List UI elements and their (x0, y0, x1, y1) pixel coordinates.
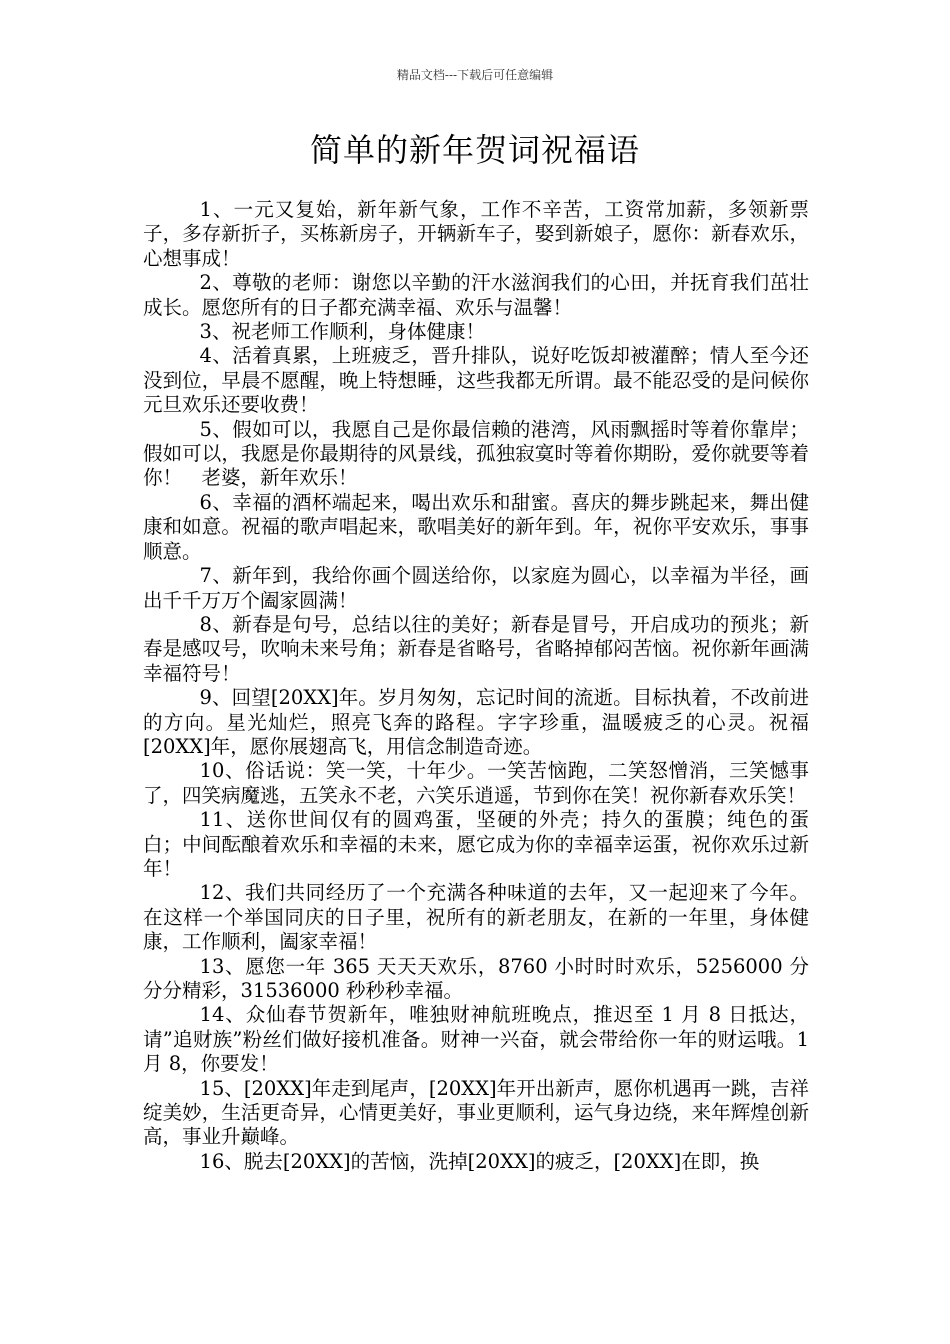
paragraph: 13、愿您一年 365 天天天欢乐，8760 小时时时欢乐，5256000 分分分精彩，31536000 秒秒秒幸福。 (143, 954, 809, 1002)
paragraph: 6、幸福的酒杯端起来，喝出欢乐和甜蜜。喜庆的舞步跳起来，舞出健康和如意。祝福的歌声唱起来，歌唱美好的新年到。年，祝你平安欢乐，事事顺意。 (143, 490, 809, 563)
paragraph: 16、脱去[20XX]的苦恼，洗掉[20XX]的疲乏，[20XX]在即，换 (199, 1149, 760, 1173)
paragraph: 3、祝老师工作顺利，身体健康！ (199, 320, 485, 344)
page-header: 精品文档---下载后可任意编辑 (396, 68, 554, 82)
paragraph: 4、活着真累，上班疲乏，晋升排队，说好吃饭却被灌醉；情人至今还没到位，早晨不愿醒，晚上特想睡，这些我都无所谓。最不能忍受的是问候你元旦欢乐还要收费！ (143, 344, 809, 417)
document-title: 简单的新年贺词祝福语 (309, 131, 640, 169)
document-body (143, 198, 809, 1174)
paragraph: 12、我们共同经历了一个充满各种味道的去年，又一起迎来了今年。在这样一个举国同庆的日子里，祝所有的新老朋友，在新的一年里，身体健康，工作顺利，阖家幸福！ (143, 881, 809, 954)
paragraph: 15、[20XX]年走到尾声，[20XX]年开出新声，愿你机遇再一跳，吉祥绽美妙，生活更奇异，心情更美好，事业更顺利，运气身边绕，来年辉煌创新高，事业升巅峰。 (143, 1076, 809, 1149)
paragraph: 5、假如可以，我愿自己是你最信赖的港湾，风雨飘摇时等着你靠岸；假如可以，我愿是你最期待的风景线，孤独寂寞时等着你期盼，爱你就要等着你！ 老婆，新年欢乐！ (143, 417, 809, 490)
paragraph: 7、新年到，我给你画个圆送给你，以家庭为圆心，以幸福为半径，画出千千万万个阖家圆满！ (143, 564, 809, 612)
paragraph: 1、一元又复始，新年新气象，工作不辛苦，工资常加薪，多领新票子，多存新折子，买栋新房子，开辆新车子，娶到新娘子，愿你：新春欢乐，心想事成！ (143, 198, 809, 270)
paragraph: 14、众仙春节贺新年，唯独财神航班晚点，推迟至 1 月 8 日抵达，请”追财族”粉丝们做好接机准备。财神一兴奋，就会带给你一年的财运哦。1 月 8，你要发！ (143, 1003, 809, 1076)
paragraph: 8、新春是句号，总结以往的美好；新春是冒号，开启成功的预兆；新春是感叹号，吹响未来号角；新春是省略号，省略掉郁闷苦恼。祝你新年画满幸福符号！ (143, 612, 809, 685)
paragraph: 10、俗话说：笑一笑，十年少。一笑苦恼跑，二笑怒憎消，三笑憾事了，四笑病魔逃，五笑永不老，六笑乐逍遥，节到你在笑！祝你新春欢乐笑！ (143, 759, 809, 807)
paragraph: 9、回望[20XX]年。岁月匆匆，忘记时间的流逝。目标执着，不改前进的方向。星光灿烂，照亮飞奔的路程。字字珍重，温暖疲乏的心灵。祝福[20XX]年，愿你展翅高飞，用信念制造奇迹。 (143, 686, 809, 758)
paragraph: 2、尊敬的老师：谢您以辛勤的汗水滋润我们的心田，并抚育我们茁壮成长。愿您所有的日子都充满幸福、欢乐与温馨！ (143, 271, 809, 319)
paragraph: 11、送你世间仅有的圆鸡蛋，坚硬的外壳；持久的蛋膜；纯色的蛋白；中间酝酿着欢乐和幸福的未来，愿它成为你的幸福幸运蛋，祝你欢乐过新年！ (143, 808, 809, 880)
